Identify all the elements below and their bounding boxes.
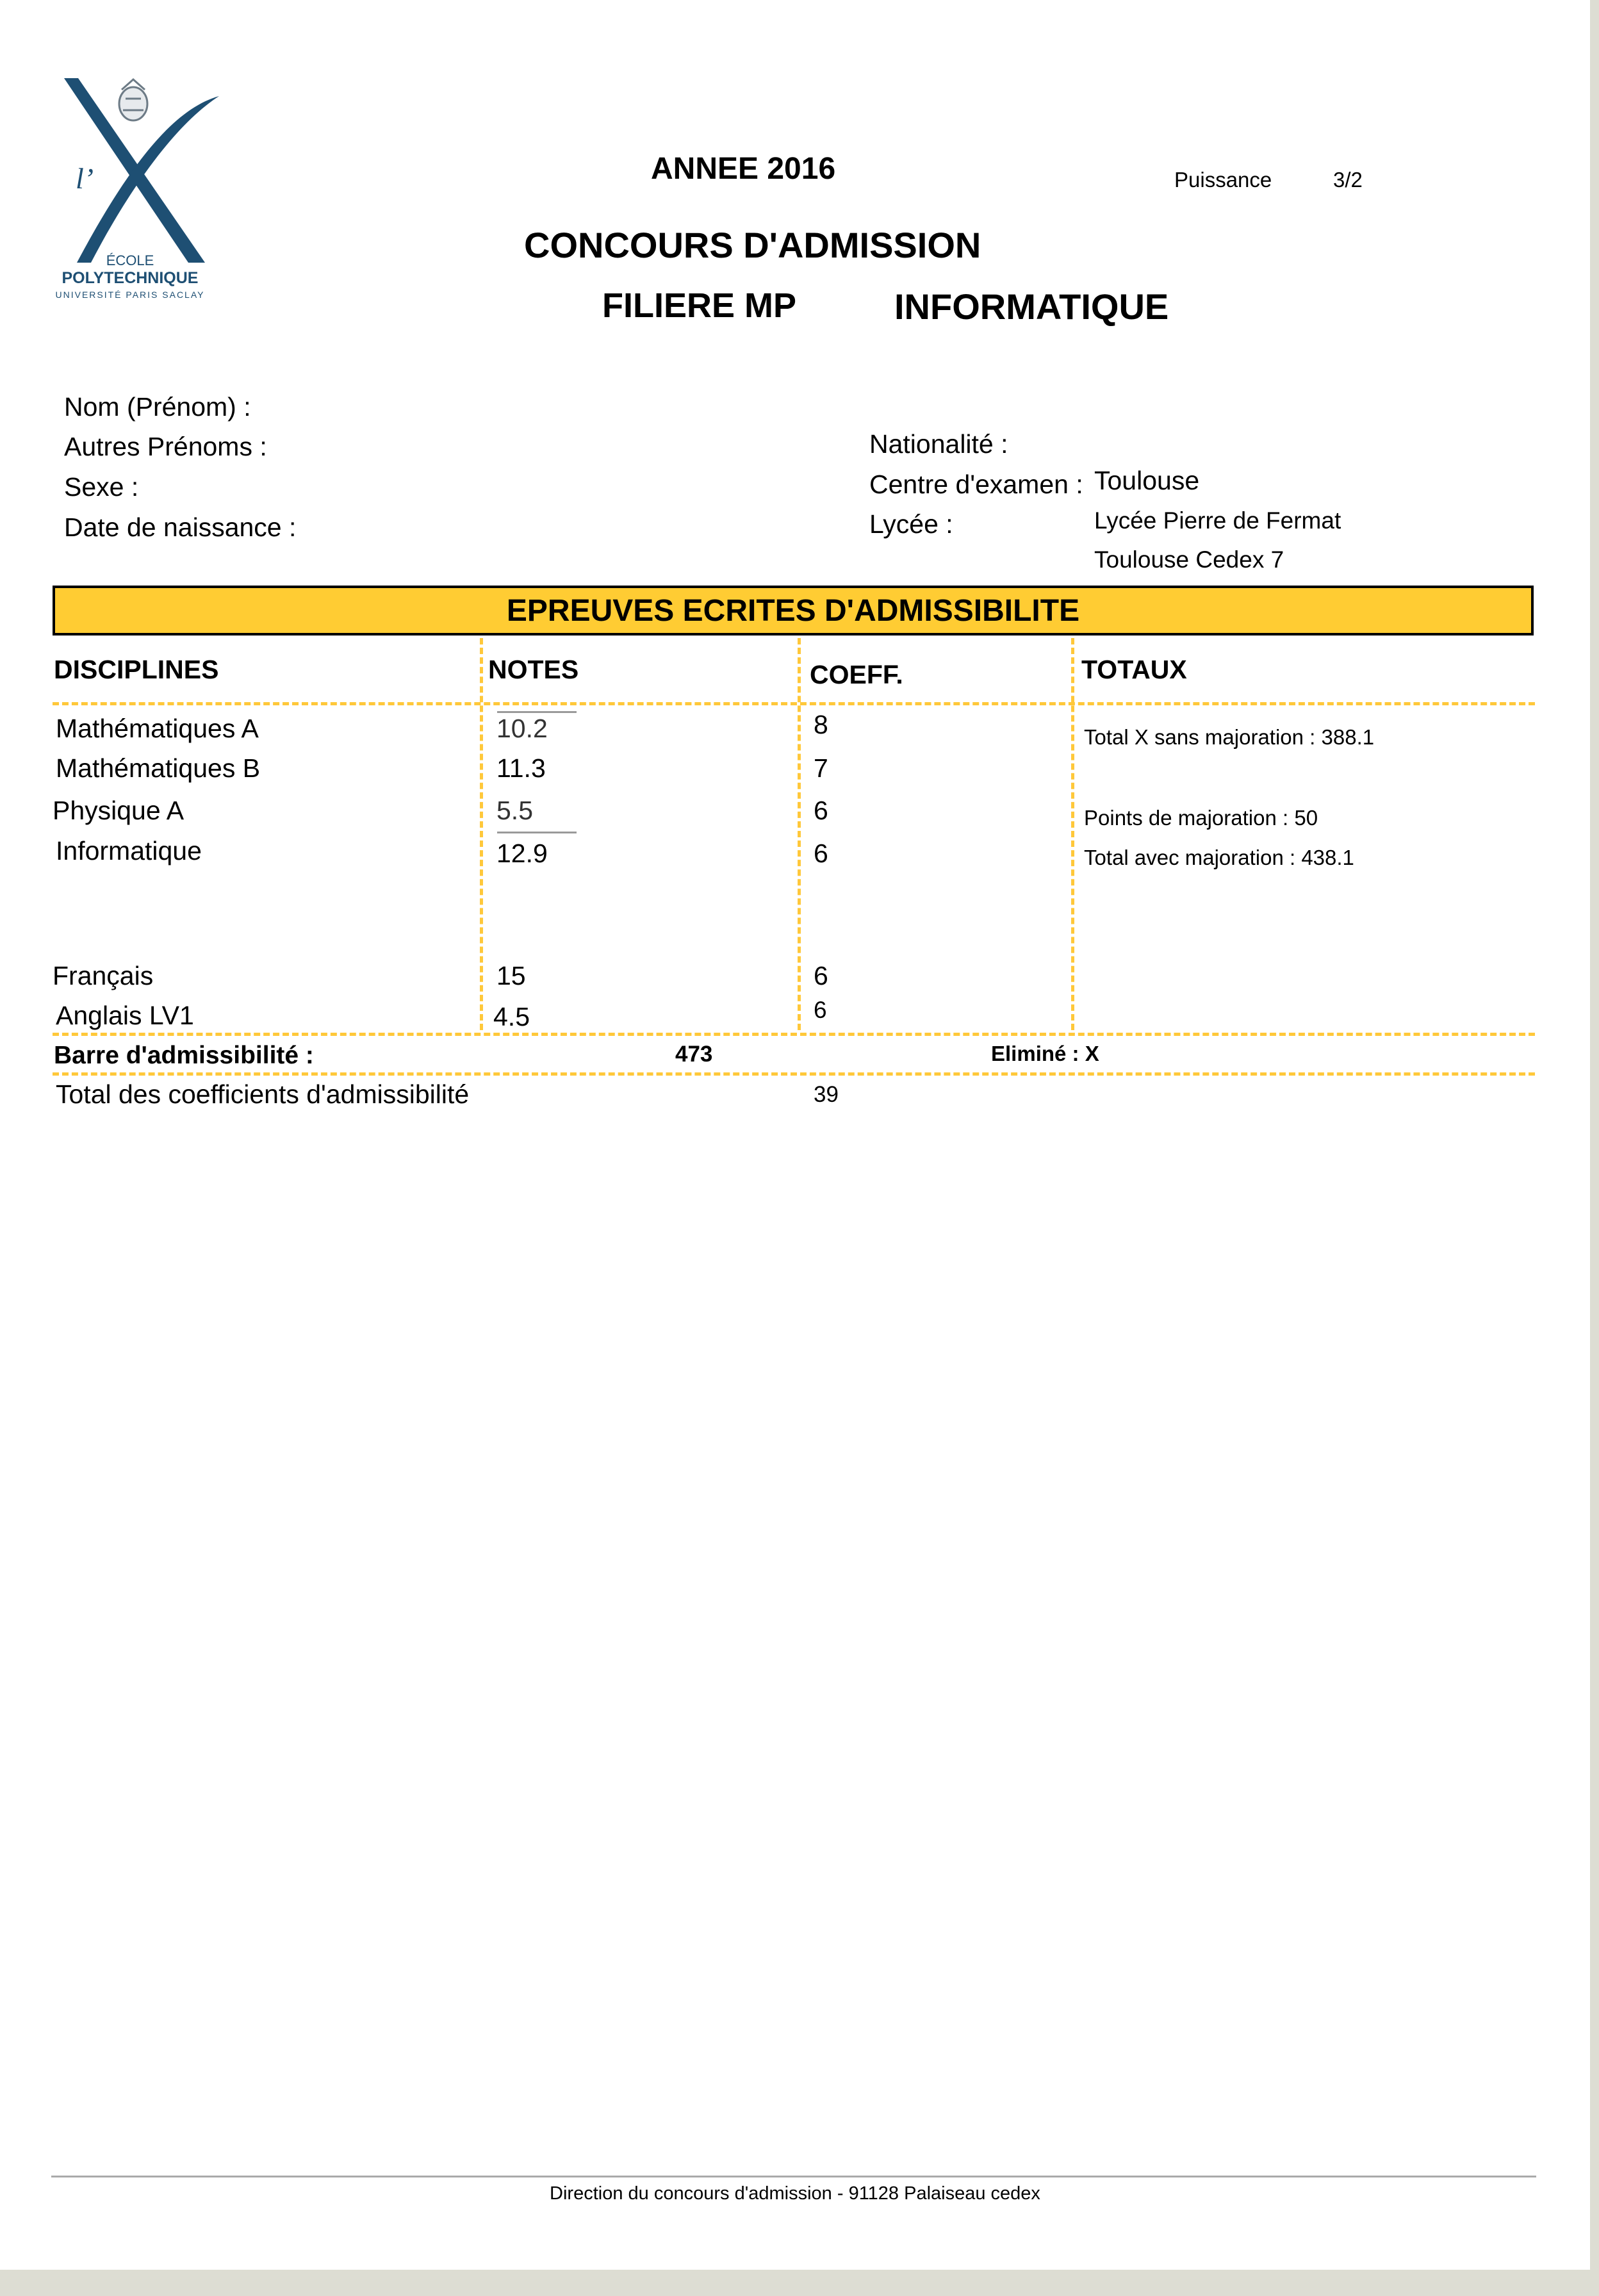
barre-value: 473: [675, 1042, 713, 1067]
coeff-value: 6: [814, 796, 828, 825]
section-title: EPREUVES ECRITES D'ADMISSIBILITE: [506, 593, 1080, 628]
note-value: 15: [496, 961, 526, 990]
discipline-name: Mathématiques B: [56, 753, 261, 783]
note-underline: [497, 711, 577, 713]
discipline-name: Mathématiques A: [56, 714, 259, 743]
lycee-name: Lycée Pierre de Fermat: [1094, 507, 1341, 534]
col-header-coeff: COEFF.: [810, 660, 903, 689]
crest-icon: [119, 79, 147, 120]
coeff-value: 6: [814, 961, 828, 990]
note-value: 11.3: [496, 753, 546, 783]
autres-prenoms-label: Autres Prénoms :: [64, 432, 267, 461]
col-separator-totaux: [1071, 638, 1074, 1030]
col-header-notes: NOTES: [488, 655, 579, 684]
note-value: 5.5: [496, 796, 533, 825]
logo-ecole: ÉCOLE: [106, 252, 154, 268]
barre-label: Barre d'admissibilité :: [54, 1042, 314, 1069]
centre-value: Toulouse: [1094, 466, 1200, 495]
total-sans-majoration: Total X sans majoration : 388.1: [1084, 725, 1375, 749]
nom-label: Nom (Prénom) :: [64, 392, 251, 422]
total-avec-majoration: Total avec majoration : 438.1: [1084, 846, 1354, 869]
coeff-value: 7: [814, 753, 828, 783]
note-value: 10.2: [496, 714, 548, 743]
lycee-label: Lycée :: [869, 509, 953, 539]
filiere-title: FILIERE MP: [602, 286, 797, 325]
logo-polytechnique: POLYTECHNIQUE: [62, 269, 199, 287]
centre-label: Centre d'examen :: [869, 470, 1083, 499]
total-rule: [53, 1072, 1535, 1076]
footer-address: Direction du concours d'admission - 91128 Palaiseau cedex: [550, 2183, 1040, 2204]
date-naissance-label: Date de naissance :: [64, 512, 297, 542]
puissance-label: Puissance: [1174, 168, 1272, 192]
coeff-value: 8: [814, 710, 828, 739]
col-header-totaux: TOTAUX: [1081, 655, 1187, 684]
col-separator-notes: [480, 638, 483, 1030]
logo-universite: UNIVERSITÉ PARIS SACLAY: [55, 290, 205, 300]
note-value: 12.9: [496, 839, 548, 868]
discipline-name: Informatique: [56, 836, 202, 865]
lycee-city: Toulouse Cedex 7: [1094, 546, 1284, 573]
total-coeff-value: 39: [814, 1082, 839, 1107]
year-title: ANNEE 2016: [651, 152, 836, 186]
coeff-value: 6: [814, 839, 828, 868]
section-title-band: [53, 586, 1534, 636]
barre-status: Eliminé : X: [991, 1042, 1099, 1065]
note-value: 4.5: [493, 1002, 530, 1031]
note-underline: [497, 832, 577, 833]
discipline-name: Physique A: [53, 796, 184, 825]
sexe-label: Sexe :: [64, 472, 139, 502]
option-title: INFORMATIQUE: [894, 286, 1169, 327]
footer-rule: [51, 2176, 1536, 2177]
total-coeff-label: Total des coefficients d'admissibilité: [56, 1079, 470, 1109]
puissance-value: 3/2: [1333, 168, 1363, 192]
discipline-name: Français: [53, 961, 154, 990]
discipline-name: Anglais LV1: [56, 1001, 194, 1030]
header-rule: [53, 702, 1535, 705]
barre-rule: [53, 1033, 1535, 1036]
col-separator-coeff: [798, 638, 801, 1030]
logo-l-mark: l’: [76, 162, 94, 195]
concours-title: CONCOURS D'ADMISSION: [524, 225, 981, 265]
nationalite-label: Nationalité :: [869, 429, 1008, 459]
points-majoration: Points de majoration : 50: [1084, 806, 1318, 830]
coeff-value: 6: [814, 997, 827, 1023]
col-header-disciplines: DISCIPLINES: [54, 655, 219, 684]
